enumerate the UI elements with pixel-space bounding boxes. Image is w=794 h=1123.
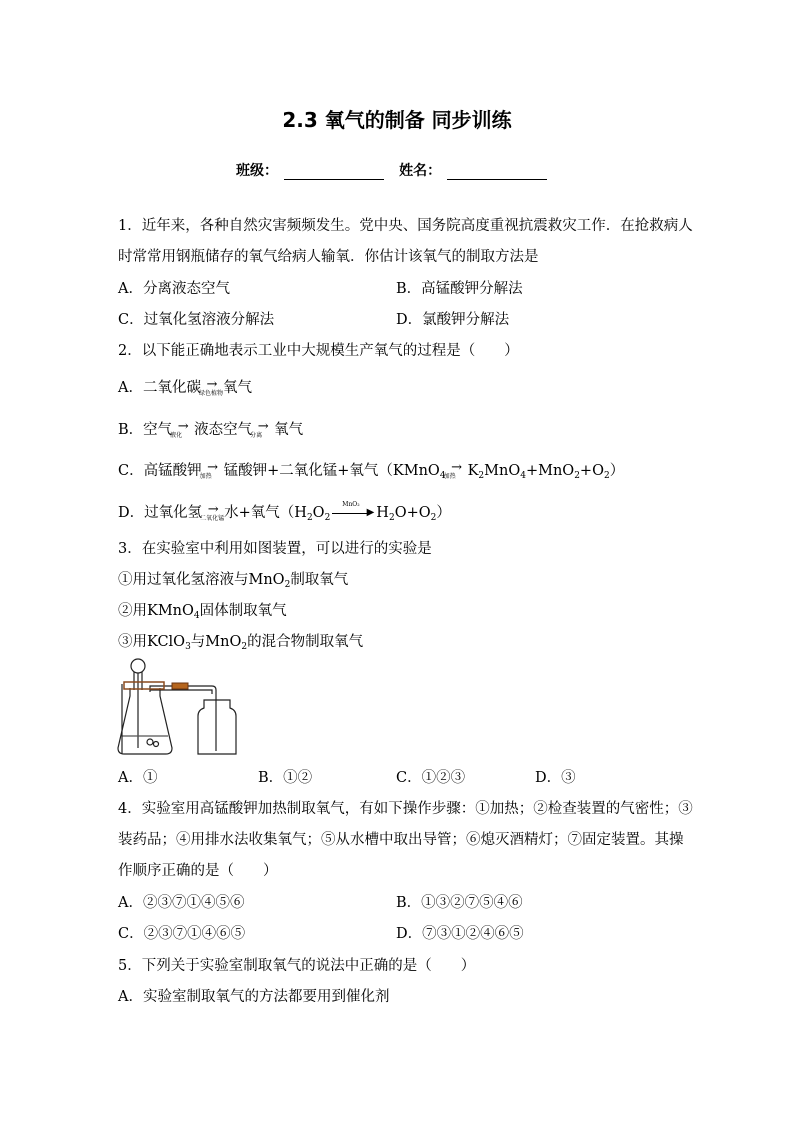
q5-stem: 5．下列关于实验室制取氧气的说法中正确的是（ ）	[118, 958, 476, 974]
q4-option-a: A．②③⑦①④⑤⑥	[118, 895, 245, 911]
q3-option-a: A．①	[118, 770, 158, 786]
q1-option-c: C．过氧化氢溶液分解法	[118, 312, 275, 328]
subscript: 2	[388, 513, 395, 523]
q5-option-a: A．实验室制取氧气的方法都要用到催化剂	[118, 989, 390, 1005]
q1-option-b: B．高锰酸钾分解法	[396, 281, 523, 297]
reaction-arrow-icon: → 二氧化锰	[200, 502, 225, 522]
formula-part: +O	[579, 463, 604, 479]
formula-part: K	[467, 463, 479, 479]
q2-c-middle: 锰酸钾+二氧化锰+氧气（KMnO	[223, 463, 440, 479]
subscript: 3	[185, 642, 191, 652]
subscript: 2	[430, 513, 437, 523]
funnel-bulb	[131, 659, 145, 673]
statement-text: 与MnO	[190, 634, 242, 650]
q1-stem-line2: 时常常用钢瓶储存的氧气给病人输氧．你估计该氧气的制取方法是	[118, 249, 539, 265]
statement-text: ③用KClO	[118, 634, 186, 650]
subscript: 2	[284, 580, 291, 590]
reaction-arrow-icon: → 液化	[170, 419, 189, 439]
reaction-arrow-icon: → 加热	[443, 460, 463, 480]
q2-option-d	[118, 503, 451, 528]
q4-option-c: C．②③⑦①④⑥⑤	[118, 926, 246, 942]
statement-text: ②用KMnO	[118, 603, 194, 619]
formula-part: +MnO	[525, 463, 575, 479]
q3-statement-1	[118, 570, 348, 595]
formula-part: ）	[436, 505, 451, 521]
student-info	[236, 160, 553, 180]
q2-b-reactant: B．空气	[118, 422, 173, 438]
q3-option-b: B．①②	[258, 770, 313, 786]
q2-b-condition-1: 液化	[170, 432, 183, 439]
q2-c-reactant: C．高锰酸钾	[118, 463, 202, 479]
q2-d-condition-1: 二氧化锰	[200, 515, 225, 522]
page-title: 2.3 氧气的制备 同步训练	[282, 108, 512, 132]
subscript: 2	[478, 471, 485, 481]
subscript: 2	[324, 513, 331, 523]
q3-statement-2	[118, 601, 287, 626]
q2-d-reactant: D．过氧化氢	[118, 505, 203, 521]
q4-option-b: B．①③②⑦⑤④⑥	[396, 895, 523, 911]
q1-option-d: D．氯酸钾分解法	[396, 312, 510, 328]
subscript: 4	[520, 471, 526, 481]
subscript: 2	[574, 471, 580, 481]
reaction-arrow-icon: → 绿色植物	[198, 377, 223, 397]
formula-part: O+O	[394, 505, 431, 521]
q2-b-product: 氧气	[274, 422, 304, 438]
q4-stem-line3: 作顺序正确的是（ ）	[118, 863, 278, 879]
class-label: 班级：	[236, 163, 278, 179]
subscript: 4	[439, 471, 446, 481]
q2-option-b	[118, 420, 303, 440]
name-blank	[447, 165, 547, 180]
q1-option-a: A．分离液态空气	[118, 281, 230, 297]
q2-option-a	[118, 378, 252, 398]
q2-c-condition-1: 加热	[199, 473, 212, 480]
class-blank	[284, 165, 384, 180]
q2-option-c	[118, 461, 624, 486]
formula-part: H	[376, 505, 389, 521]
catalyst-arrow-icon: MnO₂ ▶	[332, 506, 374, 520]
statement-text: 制取氧气	[290, 572, 349, 588]
q2-b-middle: 液态空气	[194, 422, 253, 438]
conical-flask	[118, 688, 172, 754]
q3-stem: 3．在实验室中利用如图装置，可以进行的实验是	[118, 541, 432, 557]
q4-option-d: D．⑦③①②④⑥⑤	[396, 926, 524, 942]
subscript: 2	[306, 513, 313, 523]
q2-a-condition: 绿色植物	[198, 390, 223, 397]
statement-text: 的混合物制取氧气	[247, 634, 364, 650]
formula-part: ）	[609, 463, 625, 479]
statement-text: ①用过氧化氢溶液与MnO	[118, 572, 285, 588]
name-label: 姓名：	[399, 163, 442, 179]
q2-d-catalyst: MnO₂	[342, 501, 360, 508]
q4-stem-line2: 装药品；④用排水法收集氧气；⑤从水槽中取出导管；⑥熄灭酒精灯；⑦固定装置。其操	[118, 832, 684, 848]
q3-option-d: D．③	[535, 770, 576, 786]
reaction-arrow-icon: → 加热	[199, 460, 219, 480]
q2-a-reactant: A．二氧化碳	[118, 380, 201, 396]
q3-statement-3	[118, 632, 363, 657]
statement-text: 固体制取氧气	[199, 603, 287, 619]
q2-stem: 2．以下能正确地表示工业中大规模生产氧气的过程是（ ）	[118, 343, 519, 359]
q2-d-middle: 水+氧气（H	[224, 505, 307, 521]
q2-c-condition-2: 加热	[443, 473, 456, 480]
q3-option-c: C．①②③	[396, 770, 466, 786]
formula-part: O	[312, 505, 325, 521]
subscript: 2	[603, 471, 610, 481]
q2-b-condition-2: 分离	[250, 432, 263, 439]
q4-stem-line1: 4．实验室用高锰酸钾加热制取氧气，有如下操作步骤：①加热；②检查装置的气密性；③	[118, 801, 693, 817]
q1-stem-line1: 1．近年来，各种自然灾害频频发生。党中央、国务院高度重视抗震救灾工作．在抢救病人	[118, 218, 693, 234]
formula-part: MnO	[484, 463, 521, 479]
subscript: 4	[193, 611, 200, 621]
reaction-arrow-icon: → 分离	[250, 419, 269, 439]
gas-jar	[198, 700, 236, 754]
q2-a-product: 氧气	[222, 380, 252, 396]
apparatus-figure	[116, 656, 246, 762]
subscript: 2	[241, 642, 248, 652]
